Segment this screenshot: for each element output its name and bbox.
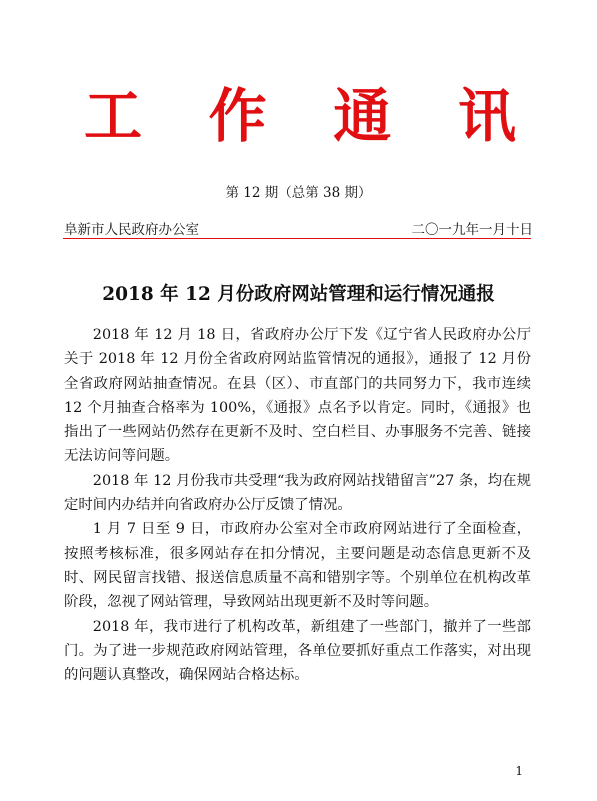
masthead-char: 讯 <box>457 82 516 150</box>
masthead-char: 通 <box>333 82 392 150</box>
page-number: 1 <box>515 764 523 778</box>
masthead-title <box>70 84 530 148</box>
paragraph: 2018 年，我市进行了机构改革，新组建了一些部门，撤并了一些部门。为了进一步规范政府网站管理，各单位要抓好重点工作落实，对出现的问题认真整改，确保网站合格达标。 <box>64 618 531 684</box>
issue-number: 第 12 期（总第 38 期） <box>225 185 372 201</box>
paragraph: 1 月 7 日至 9 日，市政府办公室对全市政府网站进行了全面检查，按照考核标准，很多网站存在扣分情况，主要问题是动态信息更新不及时、网民留言找错、报送信息质量不高和错别字等。个别单位在机构改革阶段，忽视了网站管理，导致网站出现更新不及时等问题。 <box>64 521 531 611</box>
masthead-char: 作 <box>208 82 267 150</box>
issue-date: 二〇一九年一月十日 <box>411 222 533 238</box>
paragraph: 2018 年 12 月份我市共受理“我为政府网站找错留言”27 条，均在规定时间内办结并向省政府办公厅反馈了情况。 <box>64 472 531 514</box>
issuing-office: 阜新市人民政府办公室 <box>64 222 199 238</box>
article-body <box>64 323 531 687</box>
article-title: 2018 年 12 月份政府网站管理和运行情况通报 <box>102 284 495 305</box>
header-divider <box>63 238 531 239</box>
paragraph: 2018 年 12 月 18 日，省政府办公厅下发《辽宁省人民政府办公厅关于 2018 年 12 月份全省政府网站监管情况的通报》，通报了 12 月份全省政府网站抽查情况。在县（区）、市直部门的共同努力下，我市连续 12 个月抽查合格率为 100%，《通报》点名予以肯定。同时，《通报》也指出了一些网站仍然存在更新不及时、空白栏目、办事服务不完善、链接无法访问等问题。 <box>64 327 531 465</box>
masthead-char: 工 <box>83 82 142 150</box>
